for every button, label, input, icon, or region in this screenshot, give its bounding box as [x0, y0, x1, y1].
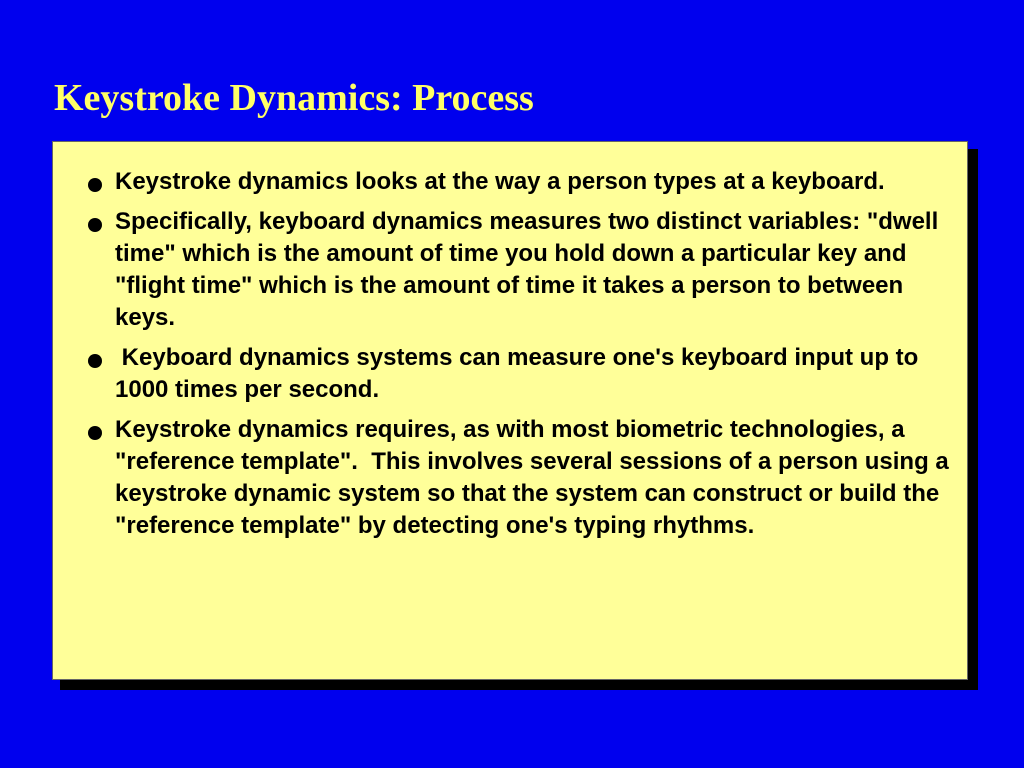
bullet-dot-icon [88, 354, 102, 368]
bullet-text: Specifically, keyboard dynamics measures two distinct variables: "dwell time" which is the amount of time you hold down a particular key and "flight time" which is the amount of time it takes a person to between keys. [115, 208, 945, 331]
bullet-item-1 [86, 166, 956, 198]
bullet-item-3 [86, 342, 956, 406]
bullet-item-4 [86, 414, 956, 542]
bullet-text: Keystroke dynamics requires, as with most biometric technologies, a "reference template". This involves several sessions of a person using a keystroke dynamic system so that the system can construct or build the "reference template" by detecting one's typing rhythms. [115, 416, 956, 539]
bullet-dot-icon [88, 426, 102, 440]
bullet-item-2 [86, 206, 956, 334]
content-box [52, 141, 968, 680]
bullet-dot-icon [88, 178, 102, 192]
slide-title: Keystroke Dynamics: Process [54, 77, 534, 119]
bullet-text: Keyboard dynamics systems can measure one's keyboard input up to 1000 times per second. [115, 344, 925, 403]
bullet-list [86, 166, 956, 550]
bullet-dot-icon [88, 218, 102, 232]
bullet-text: Keystroke dynamics looks at the way a person types at a keyboard. [115, 168, 885, 195]
